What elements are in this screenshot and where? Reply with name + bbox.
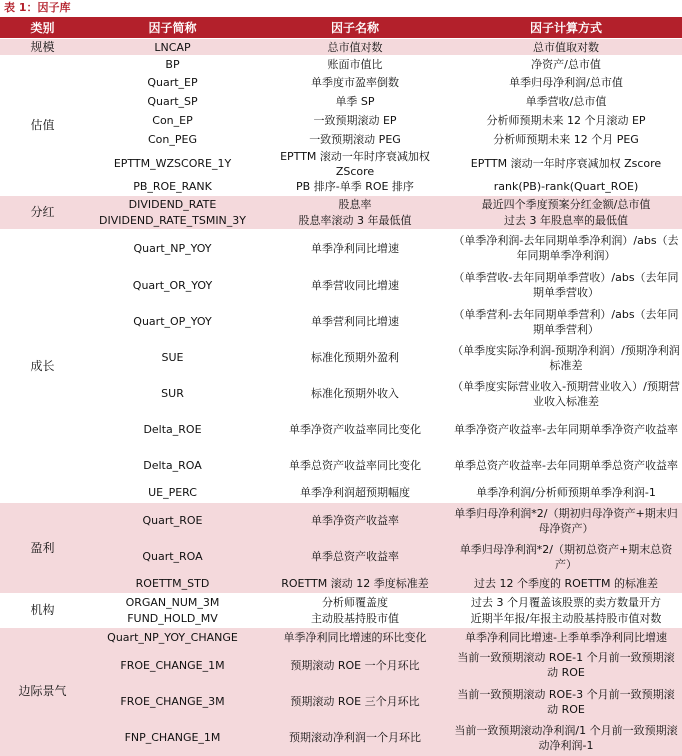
- abbr-cell: ROETTM_STD: [85, 575, 260, 594]
- abbr-cell: FROE_CHANGE_1M: [85, 647, 260, 684]
- name-cell: 标准化预期外盈利: [260, 340, 450, 376]
- category-cell: 机构: [0, 594, 85, 628]
- name-cell: 账面市值比: [260, 56, 450, 73]
- abbr-cell: FROE_CHANGE_3M: [85, 684, 260, 720]
- table-row: [0, 340, 682, 376]
- abbr-cell: EPTTM_WZSCORE_1Y: [85, 149, 260, 179]
- table-row: [0, 448, 682, 484]
- method-cell: 分析师预期未来 12 个月滚动 EP: [450, 111, 682, 130]
- abbr-cell: FUND_HOLD_MV: [85, 611, 260, 628]
- abbr-cell: Con_PEG: [85, 130, 260, 149]
- method-cell: 净资产/总市值: [450, 56, 682, 73]
- name-cell: 主动股基持股市值: [260, 611, 450, 628]
- table-row: [0, 503, 682, 539]
- name-cell: 总市值对数: [260, 39, 450, 56]
- table-row: [0, 92, 682, 111]
- table-row: [0, 149, 682, 179]
- method-cell: 最近四个季度预案分红金额/总市值: [450, 196, 682, 213]
- method-cell: 单季营收/总市值: [450, 92, 682, 111]
- method-cell: 当前一致预期滚动净利润/1 个月前一致预期滚动净利润-1: [450, 720, 682, 756]
- abbr-cell: UE_PERC: [85, 484, 260, 503]
- table-caption: 表 1：因子库: [0, 0, 682, 18]
- method-cell: 单季净资产收益率-去年同期单季净资产收益率: [450, 412, 682, 448]
- table-row: [0, 720, 682, 756]
- table-row: [0, 376, 682, 412]
- abbr-cell: FNP_CHANGE_1M: [85, 720, 260, 756]
- abbr-cell: Quart_NP_YOY_CHANGE: [85, 628, 260, 647]
- method-cell: （单季净利润-去年同期单季净利润）/abs（去年同期单季净利润）: [450, 230, 682, 267]
- method-cell: 单季归母净利润/总市值: [450, 73, 682, 92]
- abbr-cell: Con_EP: [85, 111, 260, 130]
- name-cell: 单季总资产收益率: [260, 539, 450, 575]
- factor-group: [0, 39, 682, 56]
- abbr-cell: Quart_ROA: [85, 539, 260, 575]
- table-row: [0, 130, 682, 149]
- table-row: [0, 39, 682, 56]
- name-cell: 单季净利同比增速的环比变化: [260, 628, 450, 647]
- method-cell: 当前一致预期滚动 ROE-3 个月前一致预期滚动 ROE: [450, 684, 682, 720]
- method-cell: （单季营利-去年同期单季营利）/abs（去年同期单季营利）: [450, 304, 682, 340]
- category-cell: 成长: [0, 230, 85, 503]
- category-cell: 估值: [0, 56, 85, 196]
- table-row: [0, 213, 682, 230]
- abbr-cell: Quart_NP_YOY: [85, 230, 260, 267]
- abbr-cell: LNCAP: [85, 39, 260, 56]
- table-row: [0, 484, 682, 503]
- table-row: [0, 179, 682, 196]
- category-cell: 规模: [0, 39, 85, 56]
- name-cell: PB 排序-单季 ROE 排序: [260, 179, 450, 196]
- table-row: [0, 230, 682, 267]
- factor-table: [0, 18, 682, 756]
- header-abbr: 因子简称: [85, 18, 260, 39]
- table-row: [0, 539, 682, 575]
- table-row: [0, 73, 682, 92]
- name-cell: 单季净利润超预期幅度: [260, 484, 450, 503]
- method-cell: （单季营收-去年同期单季营收）/abs（去年同期单季营收）: [450, 267, 682, 304]
- name-cell: 一致预期滚动 EP: [260, 111, 450, 130]
- name-cell: EPTTM 滚动一年时序衰减加权 ZScore: [260, 149, 450, 179]
- method-cell: 过去 3 个月覆盖该股票的卖方数量开方: [450, 594, 682, 611]
- table-row: [0, 594, 682, 611]
- abbr-cell: Quart_ROE: [85, 503, 260, 539]
- name-cell: 标准化预期外收入: [260, 376, 450, 412]
- method-cell: 单季净利同比增速-上季单季净利同比增速: [450, 628, 682, 647]
- method-cell: EPTTM 滚动一年时序衰减加权 Zscore: [450, 149, 682, 179]
- factor-group: [0, 628, 682, 756]
- name-cell: 股息率滚动 3 年最低值: [260, 213, 450, 230]
- table-row: [0, 412, 682, 448]
- name-cell: 预期滚动 ROE 三个月环比: [260, 684, 450, 720]
- method-cell: 总市值取对数: [450, 39, 682, 56]
- name-cell: 单季净资产收益率同比变化: [260, 412, 450, 448]
- method-cell: 单季净利润/分析师预期单季净利润-1: [450, 484, 682, 503]
- category-cell: 分红: [0, 196, 85, 230]
- abbr-cell: Quart_EP: [85, 73, 260, 92]
- table-row: [0, 628, 682, 647]
- name-cell: 单季净资产收益率: [260, 503, 450, 539]
- table-row: [0, 267, 682, 304]
- name-cell: 预期滚动 ROE 一个月环比: [260, 647, 450, 684]
- category-cell: 边际景气: [0, 628, 85, 756]
- factor-group: [0, 56, 682, 196]
- abbr-cell: Delta_ROA: [85, 448, 260, 484]
- abbr-cell: DIVIDEND_RATE: [85, 196, 260, 213]
- category-cell: 盈利: [0, 503, 85, 594]
- abbr-cell: SUE: [85, 340, 260, 376]
- method-cell: （单季度实际营业收入-预期营业收入）/预期营业收入标准差: [450, 376, 682, 412]
- method-cell: 单季总资产收益率-去年同期单季总资产收益率: [450, 448, 682, 484]
- method-cell: 过去 3 年股息率的最低值: [450, 213, 682, 230]
- name-cell: 分析师覆盖度: [260, 594, 450, 611]
- abbr-cell: Quart_OR_YOY: [85, 267, 260, 304]
- header-row: [0, 18, 682, 39]
- abbr-cell: DIVIDEND_RATE_TSMIN_3Y: [85, 213, 260, 230]
- name-cell: 单季度市盈率倒数: [260, 73, 450, 92]
- abbr-cell: BP: [85, 56, 260, 73]
- method-cell: （单季度实际净利润-预期净利润）/预期净利润标准差: [450, 340, 682, 376]
- name-cell: 单季净利同比增速: [260, 230, 450, 267]
- method-cell: 单季归母净利润*2/（期初总资产+期末总资产）: [450, 539, 682, 575]
- name-cell: 预期滚动净利润一个月环比: [260, 720, 450, 756]
- table-row: [0, 647, 682, 684]
- factor-group: [0, 594, 682, 628]
- factor-group: [0, 230, 682, 503]
- header-method: 因子计算方式: [450, 18, 682, 39]
- abbr-cell: ORGAN_NUM_3M: [85, 594, 260, 611]
- name-cell: ROETTM 滚动 12 季度标准差: [260, 575, 450, 594]
- name-cell: 单季 SP: [260, 92, 450, 111]
- table-row: [0, 56, 682, 73]
- method-cell: 单季归母净利润*2/（期初归母净资产+期末归母净资产）: [450, 503, 682, 539]
- name-cell: 股息率: [260, 196, 450, 213]
- name-cell: 单季营利同比增速: [260, 304, 450, 340]
- abbr-cell: Quart_OP_YOY: [85, 304, 260, 340]
- table-row: [0, 684, 682, 720]
- header-name: 因子名称: [260, 18, 450, 39]
- abbr-cell: Delta_ROE: [85, 412, 260, 448]
- method-cell: 近期半年报/年报主动股基持股市值对数: [450, 611, 682, 628]
- method-cell: 分析师预期未来 12 个月 PEG: [450, 130, 682, 149]
- table-row: [0, 111, 682, 130]
- table-row: [0, 196, 682, 213]
- name-cell: 单季营收同比增速: [260, 267, 450, 304]
- abbr-cell: PB_ROE_RANK: [85, 179, 260, 196]
- method-cell: rank(PB)-rank(Quart_ROE): [450, 179, 682, 196]
- abbr-cell: Quart_SP: [85, 92, 260, 111]
- name-cell: 一致预期滚动 PEG: [260, 130, 450, 149]
- table-row: [0, 575, 682, 594]
- method-cell: 当前一致预期滚动 ROE-1 个月前一致预期滚动 ROE: [450, 647, 682, 684]
- factor-group: [0, 196, 682, 230]
- table-row: [0, 611, 682, 628]
- abbr-cell: SUR: [85, 376, 260, 412]
- table-row: [0, 304, 682, 340]
- header-category: 类别: [0, 18, 85, 39]
- method-cell: 过去 12 个季度的 ROETTM 的标准差: [450, 575, 682, 594]
- factor-group: [0, 503, 682, 594]
- name-cell: 单季总资产收益率同比变化: [260, 448, 450, 484]
